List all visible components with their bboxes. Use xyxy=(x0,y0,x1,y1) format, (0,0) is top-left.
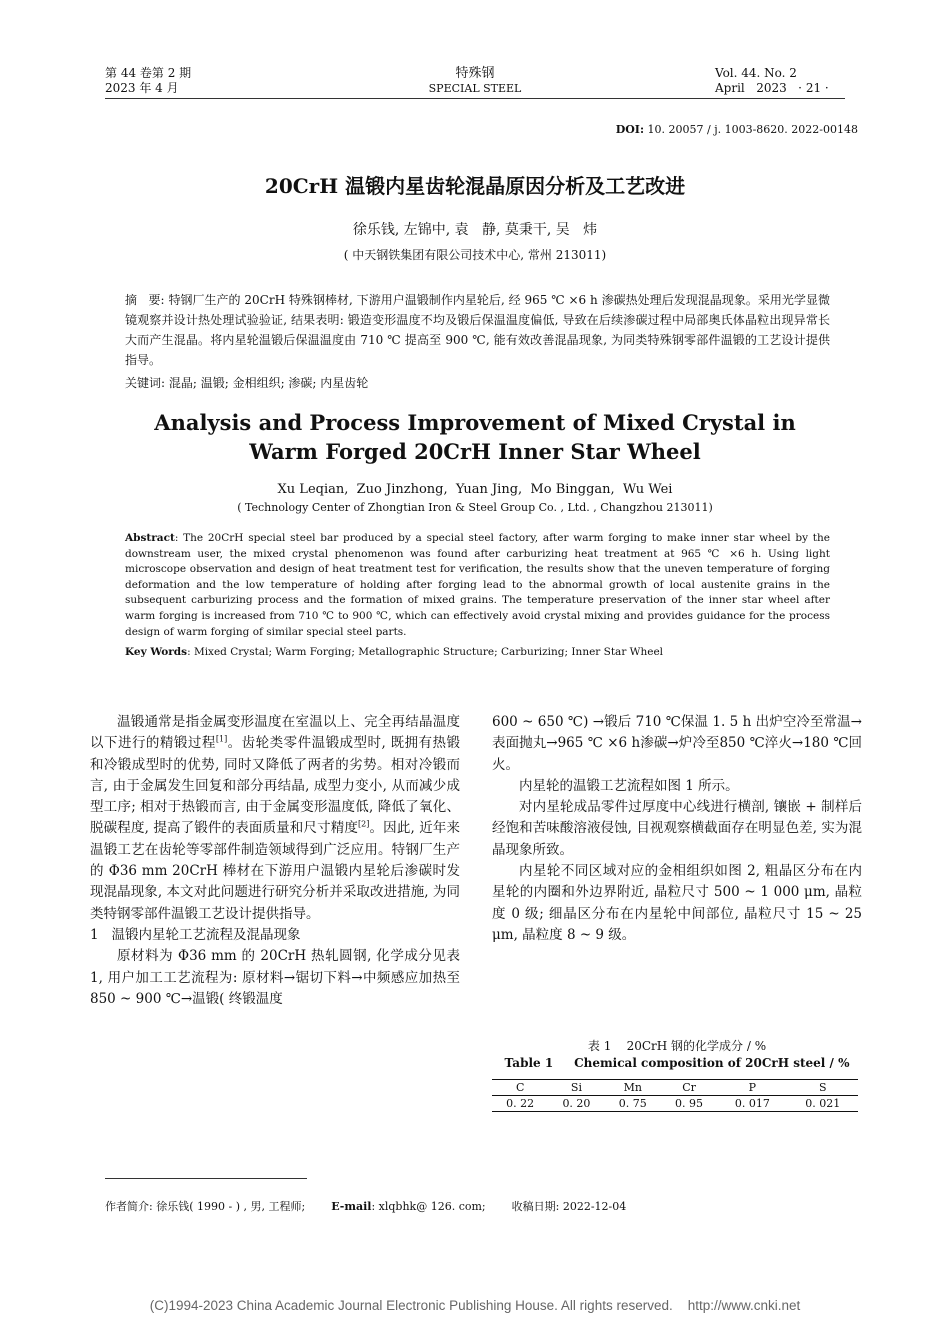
keywords-cn xyxy=(125,374,830,391)
doi-label: DOI: xyxy=(615,123,645,136)
table-header-row xyxy=(492,1080,858,1096)
header-page: April 2023 · 21 · xyxy=(715,81,829,95)
authors-cn: 徐乐钱, 左锦中, 袁 静, 莫秉干, 吴 炜 xyxy=(352,222,598,238)
table-header-cell: Si xyxy=(570,1081,582,1094)
table-header-cell: Cr xyxy=(682,1081,696,1094)
table-cell: 0. 017 xyxy=(734,1097,770,1110)
microstructure-paragraph: 内星轮不同区域对应的金相组织如图 2, 粗晶区分布在内星轮的内圈和外边界附近, 晶粒尺寸 500 ~ 1 000 μm, 晶粒度 0 级; 细晶区分布在内星轮中间部位, 晶粒尺寸 15 ~ 25 μm, 晶粒度 8 ~ 9 级。 xyxy=(492,863,862,943)
email-label: E-mail xyxy=(331,1200,372,1213)
intro-text-c: 。因此, 近年来温锻工艺在齿轮等零部件制造领域得到广泛应用。特钢厂生产的 Φ36 mm 20CrH 棒材在下游用户温锻内星轮后渗碳时发现混晶现象, 本文对此问题进行研究分析并采取改进措施, 为同类特钢零部件温锻工艺设计提供指导。 xyxy=(90,820,460,922)
affiliation-en: ( Technology Center of Zhongtian Iron & Steel Group Co. , Ltd. , Changzhou 213011) xyxy=(237,501,713,514)
figure1-reference: 内星轮的温锻工艺流程如图 1 所示。 xyxy=(519,777,739,794)
inspection-paragraph: 对内星轮成品零件过厚度中心线进行横剖, 镶嵌 + 制样后经饱和苦味酸溶液侵蚀, 目视观察横截面存在明显色差, 实为混晶现象所致。 xyxy=(492,799,862,858)
keywords-cn-label: 关键词: xyxy=(125,376,169,390)
abstract-cn xyxy=(125,290,830,370)
table-cell: 0. 20 xyxy=(562,1097,591,1110)
keywords-en-text: : Mixed Crystal; Warm Forging; Metallographic Structure; Carburizing; Inner Star Wheel xyxy=(187,646,664,658)
keywords-en-label: Key Words xyxy=(125,646,188,658)
table-header-cell: C xyxy=(515,1081,525,1094)
received-date: 收稿日期: 2022-12-04 xyxy=(511,1200,627,1213)
keywords-en xyxy=(125,646,830,658)
table-header-cell: P xyxy=(748,1081,757,1094)
header-divider xyxy=(105,98,845,99)
affiliation-cn: ( 中天钢铁集团有限公司技术中心, 常州 213011) xyxy=(343,248,607,262)
table-cell: 0. 95 xyxy=(675,1097,704,1110)
table1-caption-en: Table 1 Chemical composition of 20CrH steel / % xyxy=(504,1056,850,1070)
copyright-notice: (C)1994-2023 China Academic Journal Electronic Publishing House. All rights reserved. http://www.cnki.net xyxy=(149,1298,801,1313)
abstract-cn-label: 摘 要: xyxy=(125,293,169,307)
citation-2[interactable]: [2] xyxy=(358,819,370,829)
journal-name-en: SPECIAL STEEL xyxy=(428,82,522,95)
title-en xyxy=(0,408,950,466)
body-right-column xyxy=(492,712,862,946)
authors-en: Xu Leqian, Zuo Jinzhong, Yuan Jing, Mo Binggan, Wu Wei xyxy=(277,482,673,497)
process-paragraph-cont: 600 ~ 650 ℃) →锻后 710 ℃保温 1. 5 h 出炉空冷至常温→表面抛丸→965 ℃ ×6 h渗碳→炉冷至850 ℃淬火→180 ℃回火。 xyxy=(492,714,862,773)
email-address[interactable]: : xlqbhk@ 126. com; xyxy=(371,1200,486,1213)
header-right xyxy=(715,66,829,96)
process-paragraph: 原材料为 Φ36 mm 的 20CrH 热轧圆钢, 化学成分见表 1, 用户加工工艺流程为: 原材料→锯切下料→中频感应加热至 850 ~ 900 ℃→温锻( 终锻温度 xyxy=(90,948,460,1007)
title-en-line2: Warm Forged 20CrH Inner Star Wheel xyxy=(249,439,701,464)
table-cell: 0. 22 xyxy=(506,1097,535,1110)
chemical-composition-table xyxy=(492,1079,858,1112)
journal-name-cn: 特殊钢 xyxy=(455,66,495,81)
table1-caption-cn: 表 1 20CrH 钢的化学成分 / % xyxy=(587,1039,767,1053)
citation-1[interactable]: [1] xyxy=(215,734,228,744)
header-date: 2023 年 4 月 xyxy=(105,81,179,95)
title-en-line1: Analysis and Process Improvement of Mixed Crystal in xyxy=(154,410,796,435)
section-heading-1: 1 温锻内星轮工艺流程及混晶现象 xyxy=(90,926,301,943)
table-row xyxy=(492,1096,858,1112)
intro-paragraph xyxy=(90,712,460,925)
author-bio: 作者简介: 徐乐钱( 1990 - ) , 男, 工程师; xyxy=(105,1200,306,1213)
header-volume: 第 44 卷第 2 期 xyxy=(105,66,192,80)
doi-value: 10. 20057 / j. 1003-8620. 2022-00148 xyxy=(644,123,858,136)
intro-text-a: 温锻通常是指金属变形温度在室温以上、完全再结晶温度以下进行的精锻过程 xyxy=(90,714,460,752)
table-cell: 0. 021 xyxy=(805,1097,841,1110)
abstract-en-label: Abstract xyxy=(125,532,175,544)
title-cn: 20CrH 温锻内星齿轮混晶原因分析及工艺改进 xyxy=(264,174,686,198)
footnote-divider xyxy=(105,1178,307,1179)
body-left-column xyxy=(90,712,460,1010)
abstract-en-text: : The 20CrH special steel bar produced by a special steel factory, after warm forging to make inner star wheel by the downstream user, the mixed crystal phenomenon was found after carburizing heat treatment at 965 ℃ ×6 h. Using light microscope observation and design of heat treatment test for verification, the results show that the uneven temperature of forging deformation and the low temperature of holding after forging lead to the abnormal growth of local austenite grains in the subsequent carburizing process and the formation of mixed grains. The temperature preservation of the inner star wheel after warm forging is increased from 710 ℃ to 900 ℃, which can effectively avoid crystal mixing and provides guidance for the process design of warm forging of similar special steel parts. xyxy=(125,532,830,638)
keywords-cn-text: 混晶; 温锻; 金相组织; 渗碳; 内星齿轮 xyxy=(168,376,369,390)
doi xyxy=(616,123,858,136)
intro-text-b: 。齿轮类零件温锻成型时, 既拥有热锻和冷锻成型时的优势, 同时又降低了两者的劣势。相对冷锻而言, 由于金属发生回复和部分再结晶, 成型力变小, 从而减少成型工序; 相对于热锻而言, 由于金属变形温度低, 降低了氧化、脱碳程度, 提高了锻件的表面质量和尺寸精度 xyxy=(90,735,460,837)
table-cell: 0. 75 xyxy=(618,1097,647,1110)
abstract-cn-text: 特钢厂生产的 20CrH 特殊钢棒材, 下游用户温锻制作内星轮后, 经 965 ℃ ×6 h 渗碳热处理后发现混晶现象。采用光学显微镜观察并设计热处理试验验证, 结果表明: 锻造变形温度不均及锻后保温温度偏低, 导致在后续渗碳过程中局部奥氏体晶粒出现异常长大而产生混晶。将内星轮温锻后保温温度由 710 ℃ 提高至 900 ℃, 能有效改善混晶现象, 为同类特殊钢零部件温锻的工艺设计提供指导。 xyxy=(125,293,830,367)
footnote xyxy=(105,1198,652,1214)
abstract-en xyxy=(125,531,830,640)
table-header-cell: S xyxy=(819,1081,827,1094)
header-vol-en: Vol. 44. No. 2 xyxy=(715,66,797,80)
table-header-cell: Mn xyxy=(623,1081,642,1094)
